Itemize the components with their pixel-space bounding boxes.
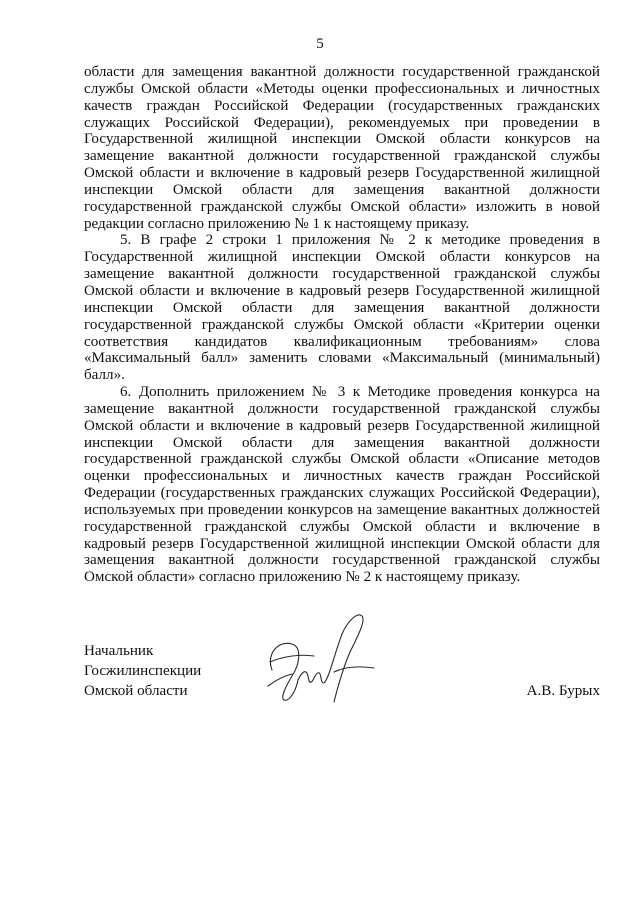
paragraph-item-6: 6. Дополнить приложением № 3 к Методике проведения конкурса на замещение вакантной должности государственной гражданской службы Омской области и включение в кадровый резерв Государственной жилищной инспекции Омской области для замещения вакантной должности государственной гражданской службы Омской области «Описание методов оценки профессиональных и личностных качеств граждан Российской Федерации (государственных гражданских служащих Российской Федерации), используемых при проведении конкурсов на замещение вакантных должностей государственной гражданской службы Омской области и включение в кадровый резерв Государственной жилищной инспекции Омской области для замещения вакантной должности государственной гражданской службы Омской области» согласно приложению № 2 к настоящему приказу. bbox=[84, 384, 600, 586]
signatory-region: Омской области bbox=[84, 683, 188, 699]
paragraph-continuation: области для замещения вакантной должности государственной гражданской службы Омской области «Методы оценки профессиональных и личностных качеств граждан Российской Федерации (государственных гражданских служащих Российской Федерации), рекомендуемых при проведении в Государственной жилищной инспекции Омской области конкурсов на замещение вакантной должности государственной гражданской службы Омской области и включение в кадровый резерв Государственной жилищной инспекции Омской области для замещения вакантной должности государственной гражданской службы Омской области» изложить в новой редакции согласно приложению № 1 к настоящему приказу. bbox=[84, 64, 600, 232]
paragraph-item-5: 5. В графе 2 строки 1 приложения № 2 к методике проведения в Государственной жилищной инспекции Омской области конкурсов на замещение вакантной должности государственной гражданской службы Омской области и включение в кадровый резерв Государственной жилищной инспекции Омской области для замещения вакантной должности государственной гражданской службы Омской области «Критерии оценки соответствия кандидатов квалификационным требованиям» слова «Максимальный балл» заменить словами «Максимальный (минимальный) балл». bbox=[84, 232, 600, 384]
signatory-name: А.В. Бурых bbox=[526, 683, 600, 699]
signatory-position: Начальник bbox=[84, 643, 154, 659]
signatory-organization: Госжилинспекции bbox=[84, 663, 202, 679]
page-number: 5 bbox=[316, 36, 324, 52]
signatory-title bbox=[84, 641, 201, 701]
document-body bbox=[84, 64, 600, 586]
signature-block bbox=[84, 641, 600, 721]
